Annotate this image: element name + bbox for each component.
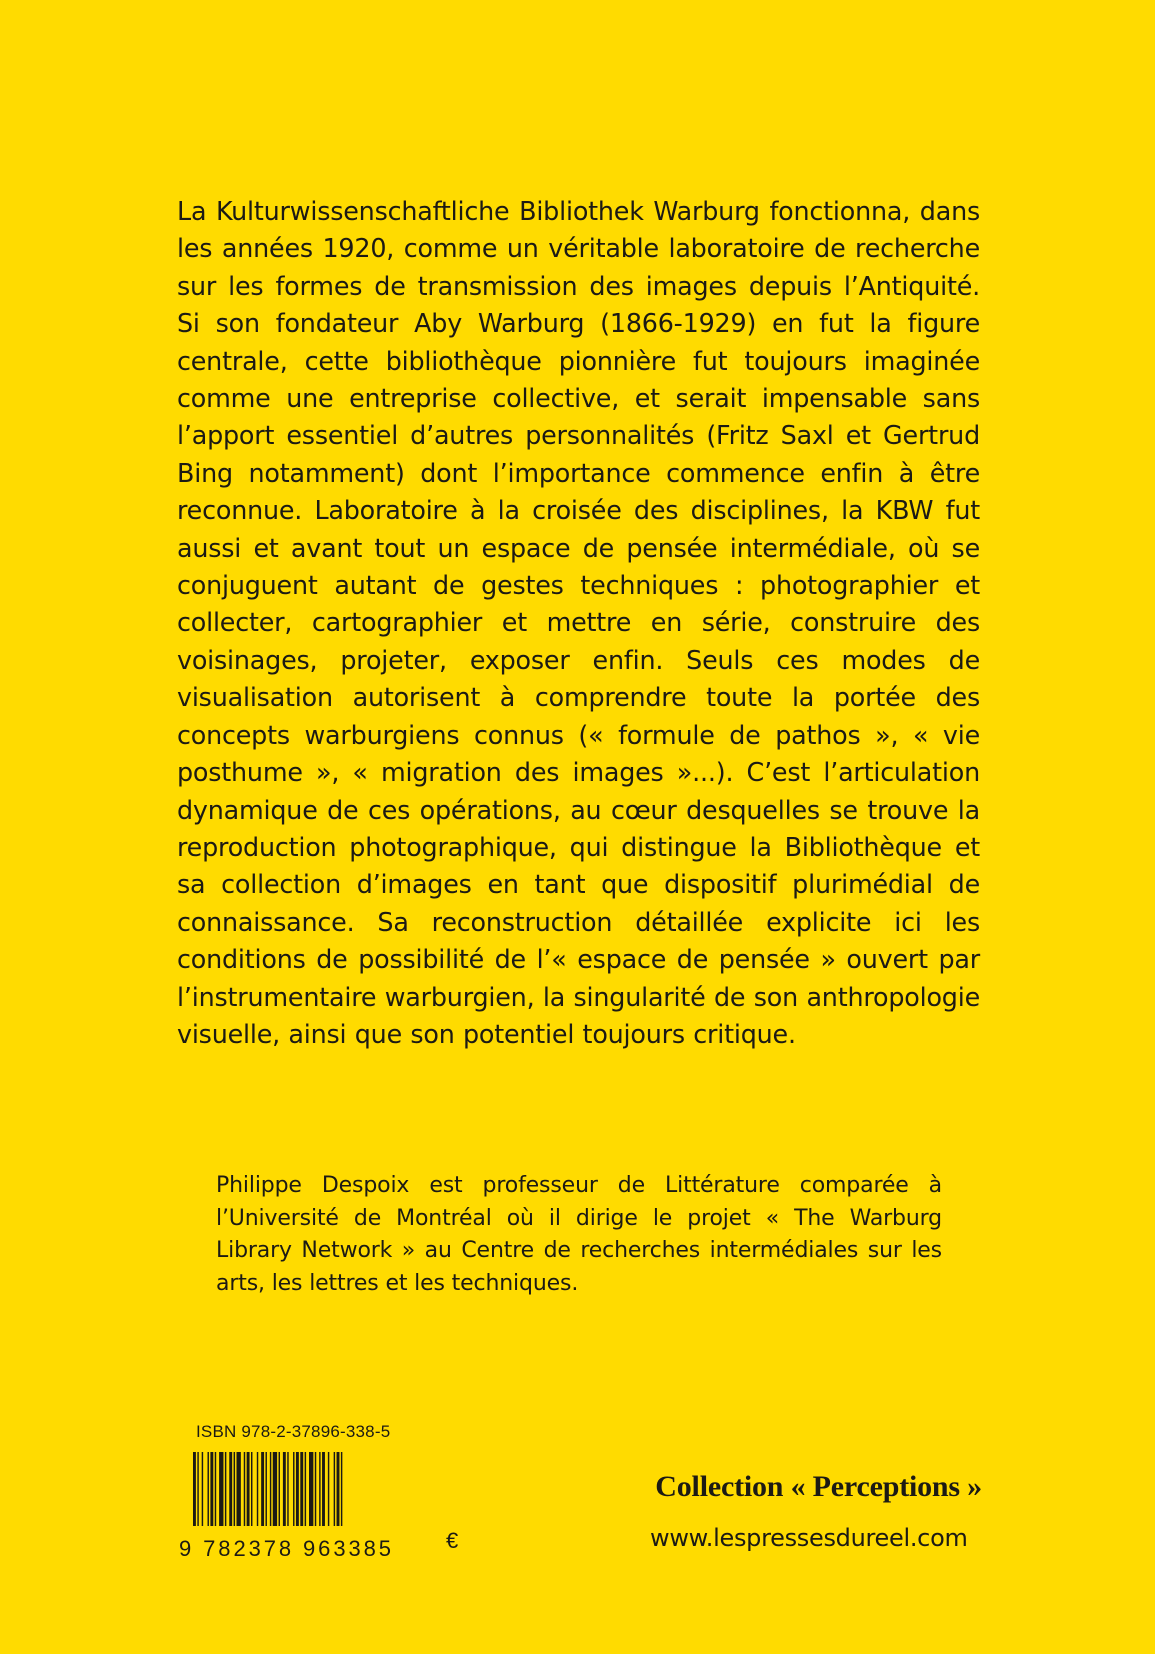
barcode-bar	[197, 1452, 198, 1534]
author-bio: Philippe Despoix est professeur de Littérature comparée à l’Université de Montréal où il dirige le projet « The Warburg Library Network » au Centre de recherches intermédiales sur les arts, les lettres et les techniques.	[216, 1173, 942, 1296]
barcode-bar	[261, 1452, 264, 1528]
barcode-bar	[283, 1452, 286, 1528]
price-currency: €	[446, 1528, 459, 1553]
barcode-bar	[266, 1452, 267, 1534]
barcode-bar	[202, 1452, 203, 1528]
barcode-bar	[296, 1452, 299, 1528]
barcode	[177, 1452, 397, 1562]
isbn-label: ISBN 978-2-37896-338-5	[196, 1422, 391, 1441]
barcode-bar	[315, 1452, 316, 1528]
barcode-bar	[309, 1452, 313, 1528]
barcode-bar	[279, 1452, 280, 1528]
collection-title: Collection « Perceptions »	[655, 1470, 982, 1503]
barcode-bar	[215, 1452, 216, 1528]
barcode-bar	[270, 1452, 271, 1534]
barcode-graphic	[177, 1452, 397, 1562]
barcode-bar	[210, 1452, 213, 1528]
barcode-bar	[257, 1452, 258, 1528]
barcode-bar	[244, 1452, 245, 1528]
barcode-bar	[328, 1452, 329, 1528]
barcode-bar	[237, 1452, 241, 1528]
barcode-bar	[287, 1452, 288, 1528]
barcode-bar	[341, 1452, 342, 1534]
publisher-website: www.lespressesdureel.com	[650, 1524, 968, 1552]
barcode-bar	[300, 1452, 303, 1528]
barcode-bar	[251, 1452, 252, 1528]
barcode-bar	[247, 1452, 250, 1528]
barcode-bar	[319, 1452, 320, 1528]
barcode-bar	[229, 1452, 232, 1528]
barcode-bar	[305, 1452, 306, 1528]
barcode-bar	[322, 1452, 325, 1528]
summary-text: La Kulturwissenschaftliche Bibliothek Warburg fonctionna, dans les années 1920, comme un véritable laboratoire de recherche sur les formes de transmission des images depuis l’Antiquité. Si son fondateur Aby Warburg (1866-1929) en fut la figure centrale, cette bibliothèque pionnière fut toujours imaginée comme une entreprise collective, et serait impensable sans l’apport essentiel d’autres personnalités (Fritz Saxl et Gertrud Bing notamment) dont l’importance commence enfin à être reconnue. Laboratoire à la croisée des disciplines, la KBW fut aussi et avant tout un espace de pensée intermédiale, où se conjuguent autant de gestes techniques : photographier et collecter, cartographier et mettre en série, construire des voisinages, projeter, exposer enfin. Seuls ces modes de visualisation autorisent à comprendre toute la portée des concepts warburgiens connus (« formule de pathos », « vie posthume », « migration des images »...). C’est l’articulation dynamique de ces opérations, au cœur desquelles se trouve la reproduction photographique, qui distingue la Bibliothèque et sa collection d’images en tant que dispositif plurimédial de connaissance. Sa reconstruction détaillée explicite ici les conditions de possibilité de l’« espace de pensée » ouvert par l’instrumentaire warburgien, la singularité de son anthropologie visuelle, ainsi que son potentiel toujours critique.	[177, 196, 980, 1049]
barcode-bar	[273, 1452, 277, 1528]
barcode-bar	[337, 1452, 340, 1528]
barcode-bar	[334, 1452, 335, 1528]
barcode-bar	[208, 1452, 209, 1528]
barcode-bar	[219, 1452, 223, 1528]
barcode-bar	[234, 1452, 235, 1528]
barcode-bar	[193, 1452, 196, 1534]
barcode-bar	[293, 1452, 294, 1528]
barcode-bar	[225, 1452, 226, 1528]
barcode-digits: 9 782378 963385	[179, 1536, 391, 1561]
